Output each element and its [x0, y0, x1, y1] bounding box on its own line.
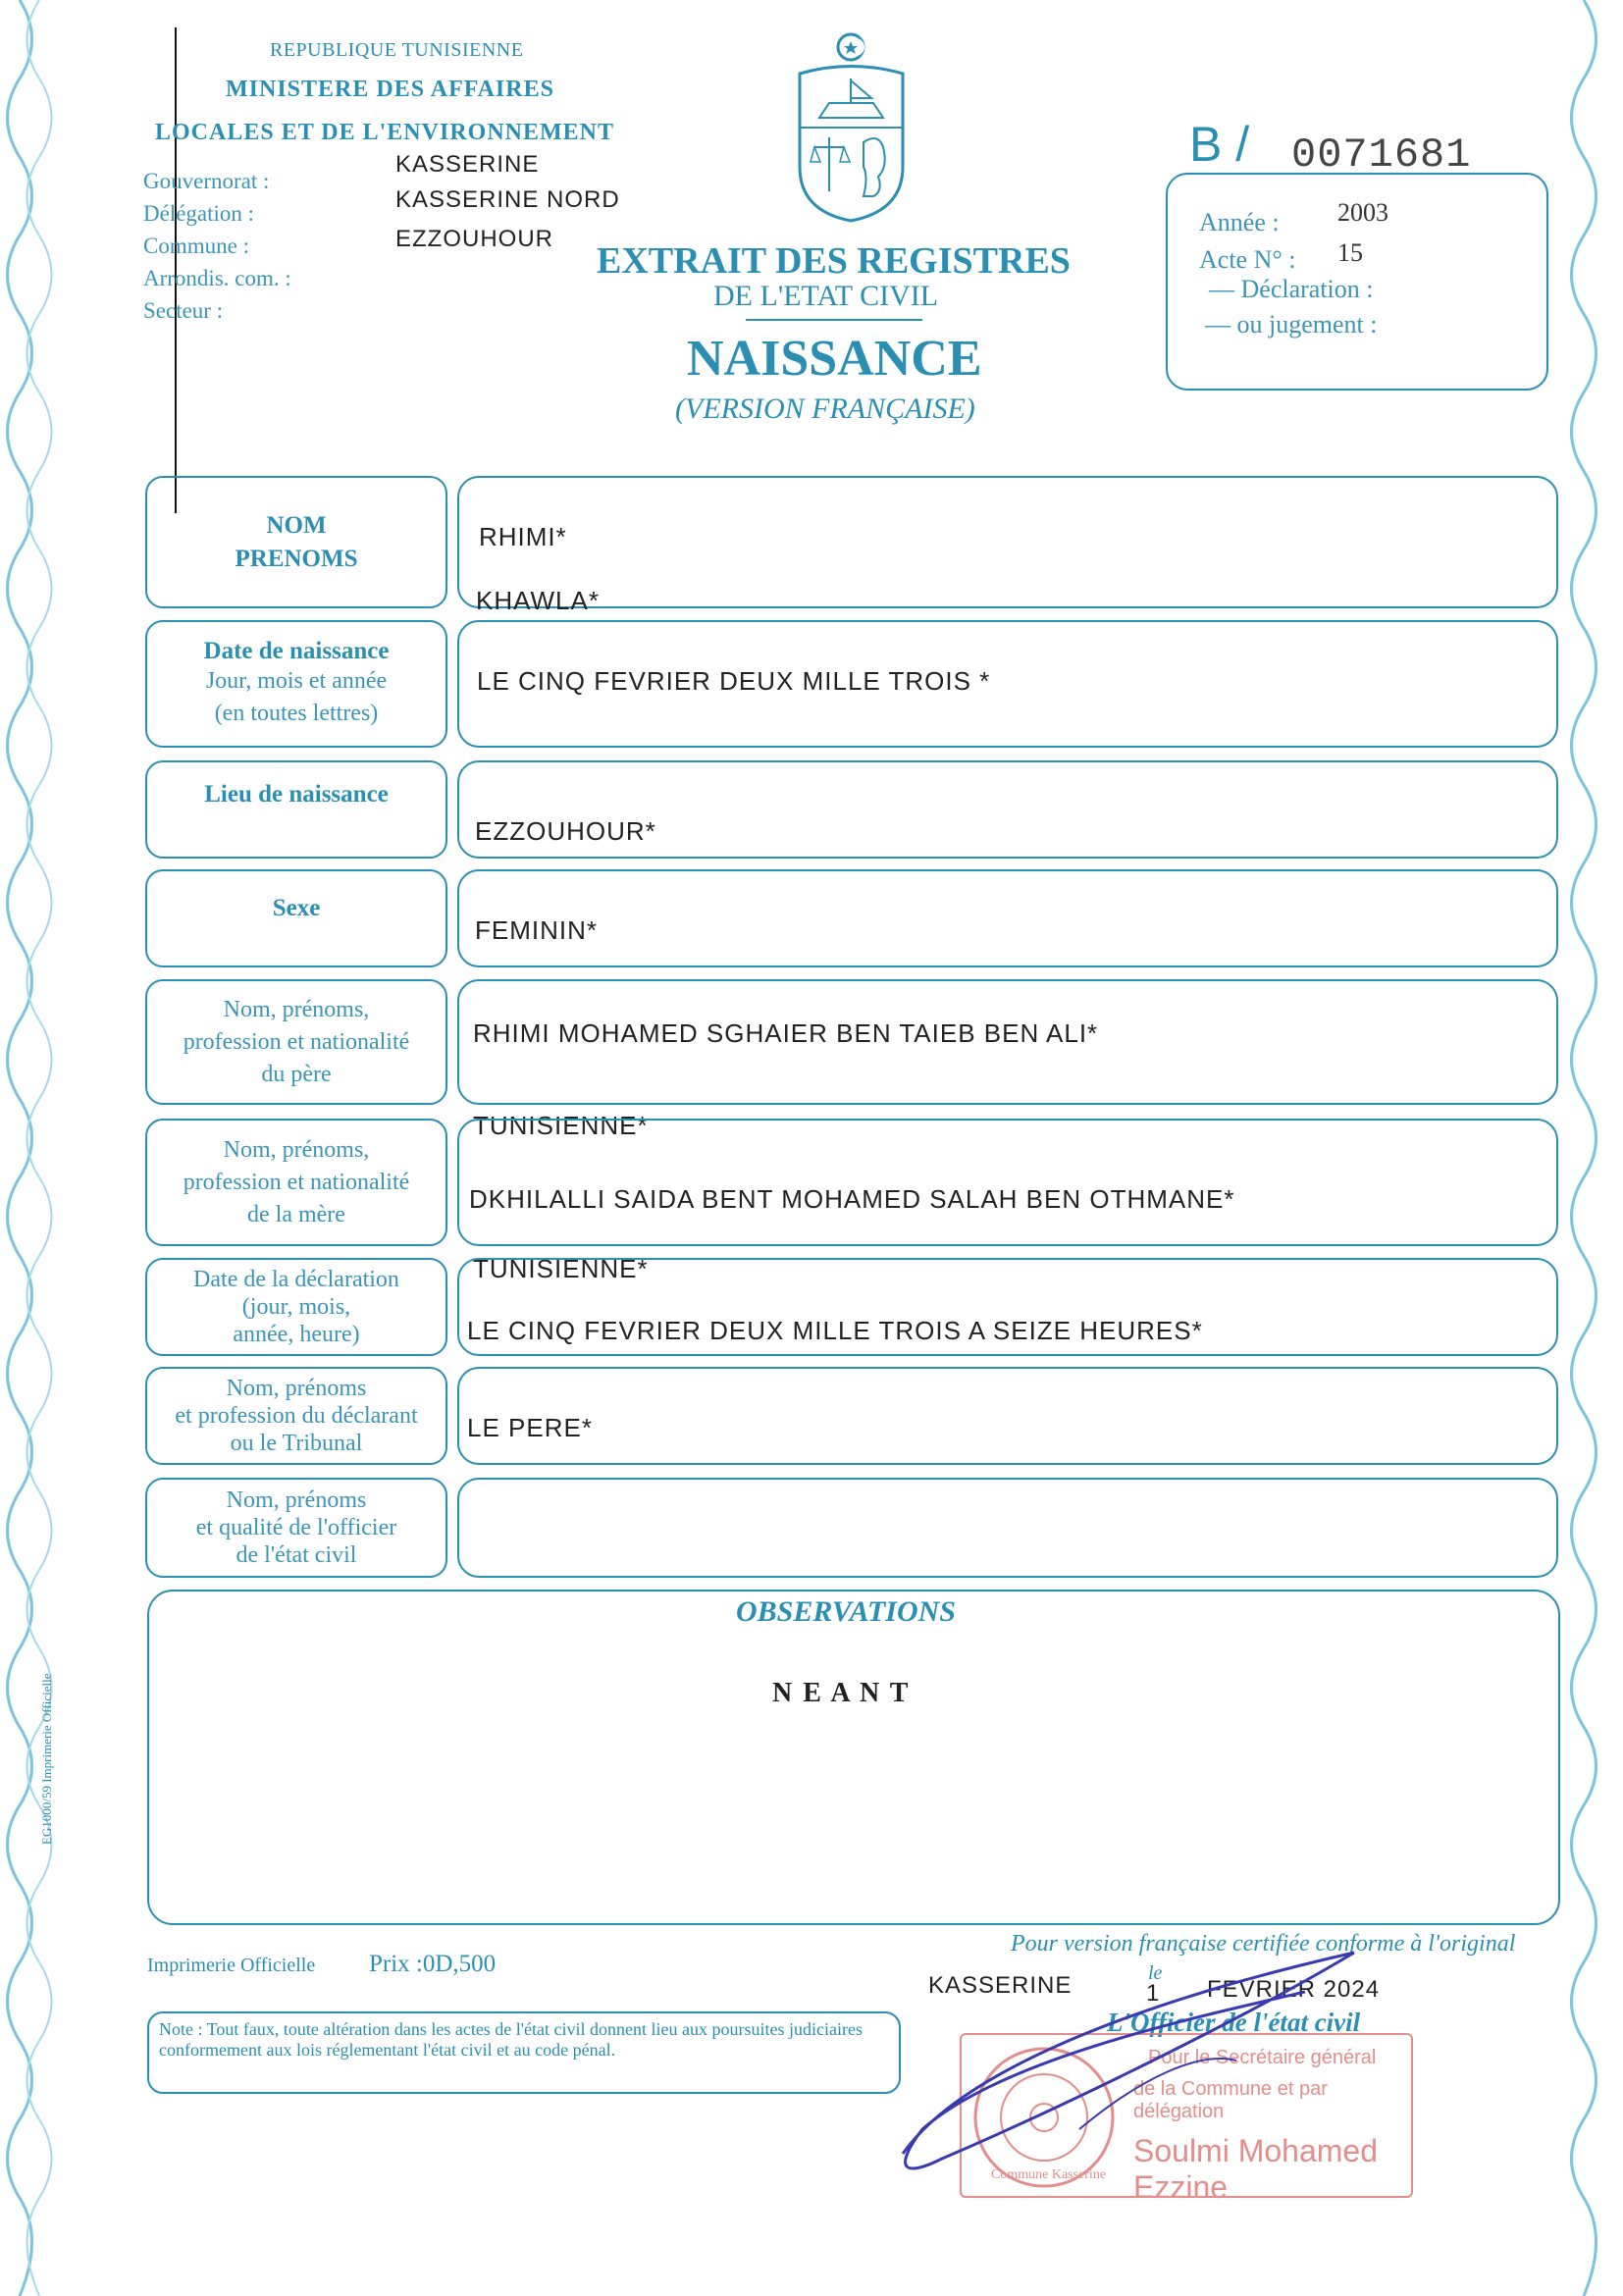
lieu-label: Lieu de naissance	[204, 781, 389, 808]
issue-place: KASSERINE	[928, 1972, 1073, 1999]
date-naissance-label-cell	[145, 620, 447, 748]
annee-label: Année :	[1199, 208, 1280, 236]
annee-value: 2003	[1337, 198, 1388, 227]
declarant-value-cell	[457, 1367, 1558, 1465]
document-type: NAISSANCE	[687, 331, 982, 387]
officer-signature	[883, 1933, 1433, 2188]
legal-note	[147, 2011, 901, 2094]
delegation-value: KASSERINE NORD	[395, 186, 620, 213]
date-naissance-label: Date de naissance	[203, 638, 390, 664]
lieu-label-cell	[145, 760, 447, 859]
lieu-value: EZZOUHOUR*	[475, 816, 656, 846]
date-naissance-value-cell	[457, 620, 1558, 748]
arrondissement-label: Arrondis. com. :	[143, 266, 291, 290]
sexe-value-cell	[457, 869, 1558, 967]
secteur-label: Secteur :	[143, 298, 224, 323]
row-nom	[145, 476, 1558, 608]
officier-label-3: de l'état civil	[236, 1542, 357, 1568]
declaration-value: LE CINQ FEVRIER DEUX MILLE TROIS A SEIZE HEURES*	[467, 1316, 1203, 1345]
mere-value-cell	[457, 1119, 1558, 1246]
prenoms-value: KHAWLA*	[476, 586, 600, 615]
side-printer-code: EG1000/59 Imprimerie Officielle	[39, 1673, 54, 1845]
document-subtitle: DE L'ETAT CIVIL	[713, 280, 939, 312]
serial-number: 0071681	[1291, 131, 1472, 179]
republic-title: REPUBLIQUE TUNISIENNE	[270, 39, 524, 61]
issue-day: 1	[1146, 1980, 1161, 2007]
gouvernorat-value: KASSERINE	[395, 151, 540, 178]
title-rule	[746, 319, 922, 321]
row-officier	[145, 1478, 1558, 1578]
nom-value: RHIMI*	[479, 522, 567, 551]
declaration-label-1: Date de la déclaration	[193, 1267, 399, 1292]
price: Prix :0D,500	[369, 1951, 497, 1977]
officer-title: L'Officier de l'état civil	[1107, 2008, 1361, 2037]
stamp-line-2: de la Commune et par délégation	[1133, 2078, 1328, 2122]
nom-value-cell	[457, 476, 1558, 608]
ministry-line-1: MINISTERE DES AFFAIRES	[226, 77, 554, 102]
left-decorative-border	[0, 0, 69, 2296]
officier-label-cell	[145, 1478, 447, 1578]
pere-label-2: profession et nationalité	[183, 1028, 410, 1055]
serial-prefix: B /	[1189, 117, 1250, 172]
acte-label: Acte N° :	[1199, 245, 1296, 274]
sexe-label: Sexe	[272, 895, 321, 921]
delegation-label: Délégation :	[143, 201, 255, 226]
document-title: EXTRAIT DES REGISTRES	[597, 240, 1071, 282]
gouvernorat-label: Gouvernorat :	[143, 169, 270, 193]
row-date-naissance	[145, 620, 1558, 748]
document-version: (VERSION FRANÇAISE)	[675, 392, 975, 425]
right-decorative-border	[1554, 0, 1623, 2296]
mere-label-2: profession et nationalité	[183, 1169, 410, 1195]
officier-value-cell	[457, 1478, 1558, 1578]
mere-label-cell	[145, 1119, 447, 1246]
pere-value-cell	[457, 979, 1558, 1105]
declaration-label-2: (jour, mois,	[241, 1294, 351, 1320]
row-mere	[145, 1119, 1558, 1246]
row-declarant	[145, 1367, 1558, 1465]
prenoms-label: PRENOMS	[235, 545, 358, 572]
pere-value: RHIMI MOHAMED SGHAIER BEN TAIEB BEN ALI*	[473, 1018, 1099, 1048]
declarant-value: LE PERE*	[467, 1413, 593, 1442]
legal-note-text: Note : Tout faux, toute altération dans les actes de l'état civil donnent lieu aux poursuites judiciaires conformement aux lois réglementant l'état civil et au code pénal.	[159, 2019, 863, 2060]
row-pere	[145, 979, 1558, 1105]
declarant-label-1: Nom, prénoms	[226, 1376, 367, 1401]
pere-nationalite-value: TUNISIENNE*	[473, 1111, 649, 1140]
stamp-ring-text: Commune Kasserine	[991, 2167, 1107, 2182]
observations-title: OBSERVATIONS	[736, 1595, 956, 1628]
declaration-label-cell	[145, 1258, 447, 1356]
declaration-label-3: année, heure)	[233, 1322, 360, 1347]
mere-value: DKHILALLI SAIDA BENT MOHAMED SALAH BEN OTHMANE*	[469, 1184, 1235, 1214]
printer-name: Imprimerie Officielle	[147, 1955, 316, 1976]
commune-value: EZZOUHOUR	[395, 226, 553, 252]
officier-label-2: et qualité de l'officier	[195, 1515, 397, 1540]
issue-le: le	[1148, 1962, 1163, 1984]
pere-label-1: Nom, prénoms,	[223, 996, 370, 1022]
pere-label-3: du père	[261, 1061, 332, 1087]
acte-value: 15	[1337, 238, 1363, 267]
nom-label: NOM	[266, 511, 327, 539]
sexe-label-cell	[145, 869, 447, 967]
officier-label-1: Nom, prénoms	[226, 1487, 367, 1513]
date-naissance-sublabel-2: (en toutes lettres)	[214, 701, 379, 726]
coat-of-arms-emblem	[785, 29, 917, 226]
declarant-label-cell	[145, 1367, 447, 1465]
row-declaration	[145, 1258, 1558, 1356]
observations-value: N E A N T	[772, 1678, 911, 1708]
ministry-line-2: LOCALES ET DE L'ENVIRONNEMENT	[155, 120, 614, 145]
stamp-name: Soulmi Mohamed Ezzine	[1133, 2133, 1378, 2205]
mere-label-1: Nom, prénoms,	[223, 1136, 370, 1163]
lieu-value-cell	[457, 760, 1558, 859]
pere-label-cell	[145, 979, 447, 1105]
mere-nationalite-value: TUNISIENNE*	[473, 1254, 649, 1283]
nom-label-cell	[145, 476, 447, 608]
certification-text: Pour version française certifiée conforme à l'original	[1011, 1931, 1516, 1957]
stamp-line-1: Pour le Secrétaire général	[1148, 2047, 1377, 2068]
declaration-label: — Déclaration :	[1209, 275, 1374, 303]
declarant-label-3: ou le Tribunal	[230, 1431, 363, 1456]
declaration-value-cell	[457, 1258, 1558, 1356]
jugement-label: — ou jugement :	[1205, 310, 1378, 339]
commune-label: Commune :	[143, 234, 249, 258]
sexe-value: FEMININ*	[475, 915, 598, 945]
mere-label-3: de la mère	[247, 1201, 345, 1227]
observations-box	[147, 1590, 1560, 1925]
date-naissance-sublabel-1: Jour, mois et année	[205, 668, 388, 694]
row-sexe	[145, 869, 1558, 967]
declarant-label-2: et profession du déclarant	[175, 1403, 418, 1429]
date-naissance-value: LE CINQ FEVRIER DEUX MILLE TROIS *	[477, 666, 991, 696]
issue-date: FEVRIER 2024	[1207, 1976, 1381, 2003]
row-lieu	[145, 760, 1558, 859]
